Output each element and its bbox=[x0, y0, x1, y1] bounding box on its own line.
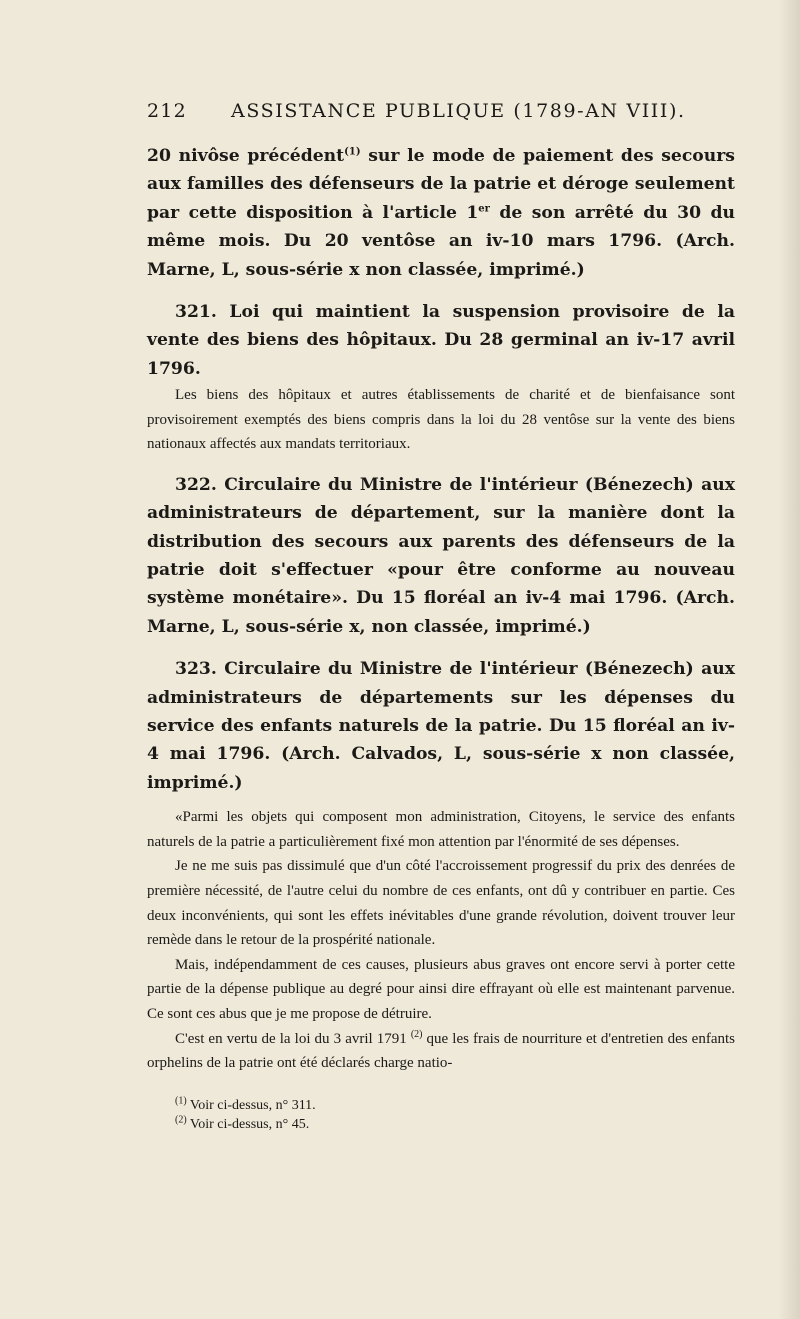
quote-paragraph-2: Je ne me suis pas dissimulé que d'un côté l'accroissement progressif du prix des denrées de première nécessité, de l'autre celui du nombre de ces enfants, ont dû y contribuer en partie. Ces deux inconvénients, qui sont les effets inévitables d'une grande révolution, doivent trouver leur remède dans le retour de la prospérité nationale. bbox=[147, 858, 735, 949]
entry-number: 322. bbox=[175, 474, 217, 495]
spacer bbox=[147, 641, 735, 655]
footnote-2-mark: (2) bbox=[175, 1114, 187, 1126]
quote-4-start: C'est en vertu de la loi du 3 avril 1791 bbox=[175, 1030, 411, 1047]
footnote-ref-2: (2) bbox=[410, 1028, 423, 1040]
quote-4-end: que les frais de nourriture et d'entretien des enfants orphelins de la patrie ont été déclarés charge natio- bbox=[147, 1030, 735, 1072]
page-edge-shadow bbox=[778, 0, 800, 1319]
entry-text: Circulaire du Ministre de l'intérieur (Bénezech) aux administrateurs de département, sur la manière dont la distribution des secours aux parents des défenseurs de la patrie doit s'effectuer «pour être conforme au nouveau système monétaire». Du 15 floréal an iv-4 mai 1796. (Arch. Marne, L, sous-série x, non classée, imprimé.) bbox=[147, 474, 735, 637]
intro-paragraph bbox=[147, 142, 735, 284]
ordinal-suffix: er bbox=[478, 203, 490, 215]
entry-323 bbox=[147, 655, 735, 797]
entry-number: 323. bbox=[175, 659, 217, 680]
footnote-1-mark: (1) bbox=[175, 1095, 187, 1107]
intro-text-end: de son arrêté du 30 du même mois. Du 20 ventôse an iv-10 mars 1796. (Arch. Marne, L, sous-série x non classée, imprimé.) bbox=[147, 202, 735, 280]
entry-number: 321. bbox=[175, 302, 217, 323]
text-block bbox=[147, 100, 735, 1134]
entry-321-summary: Les biens des hôpitaux et autres établissements de charité et de bienfaisance sont provisoirement exemptés des biens compris dans la loi du 28 ventôse sur la vente des biens nationaux affectés aux mandats territoriaux. bbox=[147, 387, 735, 453]
footnote-ref-1: (1) bbox=[344, 146, 361, 158]
footnote-1-text: Voir ci-dessus, n° 311. bbox=[186, 1097, 316, 1113]
quote-paragraph-4 bbox=[147, 1027, 735, 1076]
quote-paragraph-1: «Parmi les objets qui composent mon administration, Citoyens, le service des enfants naturels de la patrie a particulièrement fixé mon attention par l'énormité de ses dépenses. bbox=[147, 809, 735, 850]
spacer bbox=[147, 457, 735, 471]
page-number: 212 bbox=[147, 100, 187, 122]
entry-322 bbox=[147, 471, 735, 641]
running-title: ASSISTANCE PUBLIQUE (1789-AN VIII). bbox=[231, 100, 686, 122]
footnotes bbox=[147, 1096, 735, 1134]
entry-321 bbox=[147, 298, 735, 383]
quote-paragraph-3: Mais, indépendamment de ces causes, plusieurs abus graves ont encore servi à porter cette partie de la dépense publique au degré pour ainsi dire effrayant où elle est maintenant parvenue. Ce sont ces abus que je me propose de détruire. bbox=[147, 956, 735, 1022]
entry-text: Loi qui maintient la suspension provisoire de la vente des biens des hôpitaux. Du 28 germinal an iv-17 avril 1796. bbox=[147, 302, 735, 379]
entry-text: Circulaire du Ministre de l'intérieur (Bénezech) aux administrateurs de départements sur les dépenses du service des enfants naturels de la patrie. Du 15 floréal an iv-4 mai 1796. (Arch. Calvados, L, sous-série x non classée, imprimé.) bbox=[147, 659, 735, 793]
intro-text-start: 20 nivôse précédent bbox=[147, 146, 345, 166]
footnote-2-text: Voir ci-dessus, n° 45. bbox=[186, 1116, 310, 1132]
spacer bbox=[147, 284, 735, 298]
intro-text-middle: sur le mode de paiement des secours aux familles des défenseurs de la patrie et déroge seulement par cette disposition à l'article 1 bbox=[147, 146, 735, 223]
footnote-1 bbox=[175, 1096, 735, 1115]
running-head bbox=[147, 100, 735, 132]
footnote-2 bbox=[175, 1115, 735, 1134]
